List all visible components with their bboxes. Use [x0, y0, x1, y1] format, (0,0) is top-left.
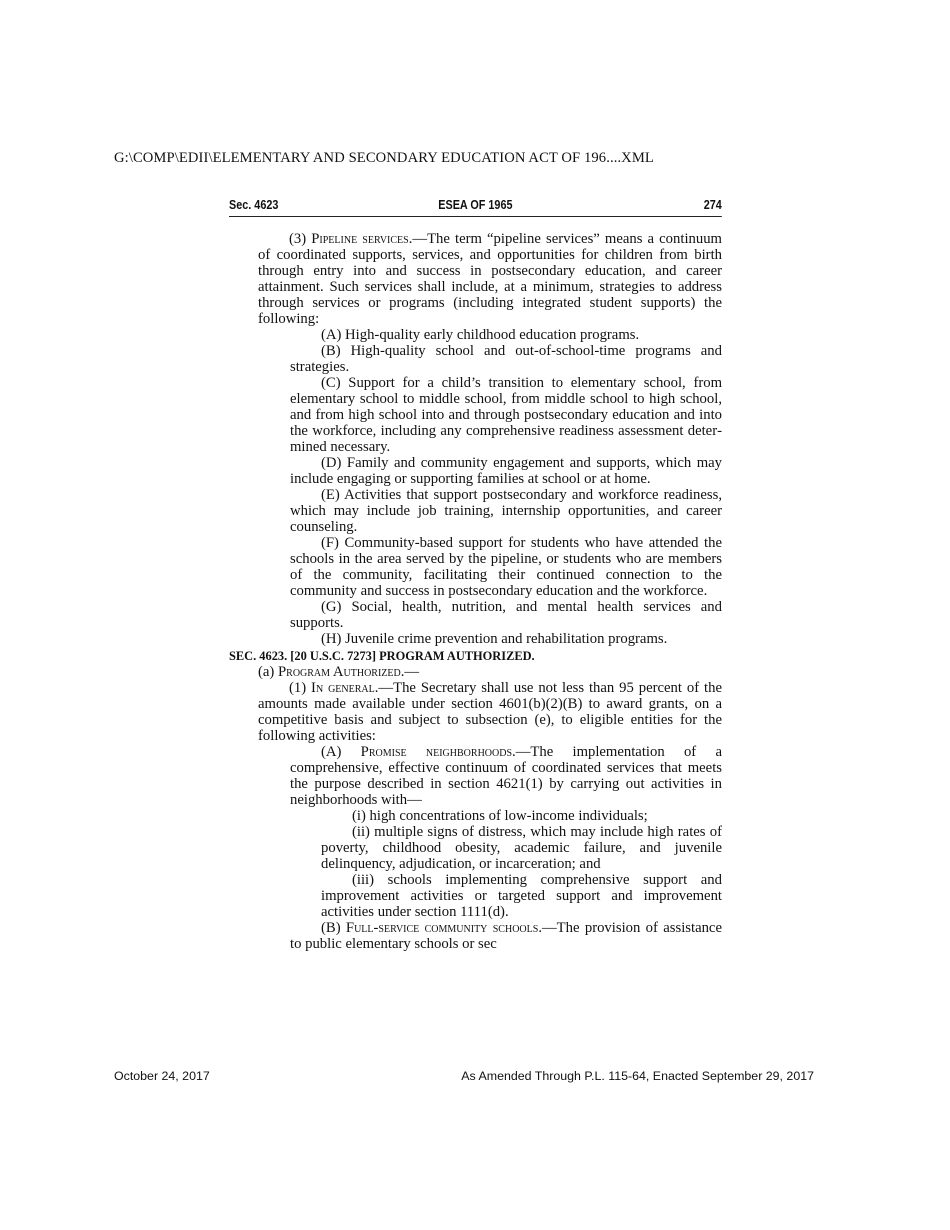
paragraph-1-title: In general — [311, 680, 375, 696]
subsection-a-title: Program Authorized — [277, 664, 401, 680]
paragraph-B-title: Full-service community schools — [345, 920, 539, 936]
list-item: (B) High-quality school and out-of-school-time programs and strategies. — [290, 343, 722, 375]
list-item: (D) Family and community engagement and supports, which may include engaging or supporting families at school or at home. — [290, 455, 722, 487]
list-item: (F) Community-based support for students who have attended the schools in the area served by the pipeline, or students who are members of the community, facilitating their continued connection to the community and success in postsecondary education and the workforce. — [290, 535, 722, 599]
subsection-a: (a) Program Authorized.— — [258, 664, 420, 680]
clause: (ii) multiple signs of distress, which may include high rates of poverty, childhood obesity, academic failure, and juvenile delinquency, adjudication, or incarceration; and — [321, 824, 722, 872]
paragraph-B: (B) Full-service community schools.—The provision of assistance to public elementary schools or sec — [290, 920, 722, 952]
running-head — [229, 198, 722, 217]
defined-term: Pipeline services — [311, 231, 409, 247]
clause: (iii) schools implementing comprehensive support and improvement activities or targeted support and improvement activities under section 1111(d). — [321, 872, 722, 920]
list-item: (C) Support for a child’s transition to elementary school, from elementary school to middle school, from middle school to high school, and from high school into and through postsecondary education and into the workforce, including any comprehensive readiness assessment determined necessary. — [290, 375, 722, 455]
paragraph-A-title: Promise neighborhoods — [360, 744, 513, 760]
pipeline-services-definition: (3) Pipeline services.—The term “pipeline services” means a continuum of coordinated supports, services, and opportunities for children from birth through entry into and success in postsecondary education, and career attainment. Such services shall include, at a minimum, strategies to address through services or programs (including integrated student supports) the following: — [258, 231, 722, 327]
page-number: 274 — [703, 198, 722, 212]
list-item: (E) Activities that support postsecondary and workforce readiness, which may include job training, internship opportunities, and career counseling. — [290, 487, 722, 535]
section-heading: SEC. 4623. [20 U.S.C. 7273] PROGRAM AUTHORIZED. — [229, 649, 535, 663]
clause: (i) high concentrations of low-income individuals; — [352, 808, 648, 824]
page-body — [229, 231, 722, 952]
footer-amended: As Amended Through P.L. 115-64, Enacted September 29, 2017 — [461, 1069, 814, 1083]
paragraph-A: (A) Promise neighborhoods.—The implementation of a comprehensive, effective continuum of coordinated services that meets the purpose described in section 4621(1) by carrying out activities in neighborhoods with— — [290, 744, 722, 808]
paragraph-1: (1) In general.—The Secretary shall use not less than 95 percent of the amounts made available under section 4601(b)(2)(B) to award grants, on a competitive basis and subject to subsection (e), to eligible entities for the following activities: — [258, 680, 722, 744]
list-item: (G) Social, health, nutrition, and mental health services and supports. — [290, 599, 722, 631]
running-head-section: Sec. 4623 — [229, 198, 279, 212]
file-path: G:\COMP\EDII\ELEMENTARY AND SECONDARY EDUCATION ACT OF 196....XML — [114, 150, 654, 166]
list-item: (A) High-quality early childhood education programs. — [321, 327, 640, 343]
list-item: (H) Juvenile crime prevention and rehabilitation programs. — [321, 631, 668, 647]
running-head-title: ESEA OF 1965 — [438, 198, 513, 212]
footer-date: October 24, 2017 — [114, 1069, 210, 1083]
